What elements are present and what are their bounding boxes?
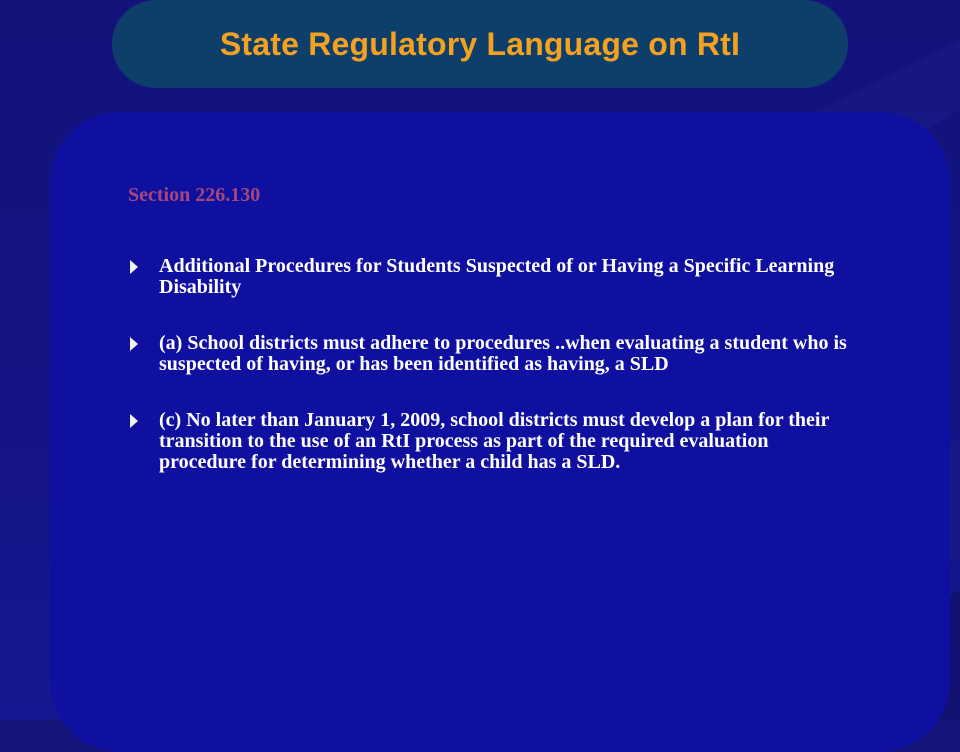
- bullet-item: [128, 333, 848, 375]
- triangle-bullet-icon: [130, 260, 138, 274]
- section-heading: Section 226.130: [128, 184, 261, 206]
- bullet-text: (c) No later than January 1, 2009, school districts must develop a plan for their transition to the use of an RtI process as part of the required evaluation procedure for determining whether a child has a SLD.: [159, 409, 829, 473]
- bullet-text: Additional Procedures for Students Suspected of or Having a Specific Learning Disability: [159, 255, 835, 298]
- bullet-text: (a) School districts must adhere to procedures ..when evaluating a student who is suspected of having, or has been identified as having, a SLD: [159, 332, 847, 375]
- triangle-bullet-icon: [130, 337, 138, 351]
- bullet-list: [128, 256, 848, 473]
- bullet-item: [128, 256, 848, 298]
- triangle-bullet-icon: [130, 414, 138, 428]
- slide-title: State Regulatory Language on RtI: [219, 25, 741, 62]
- title-banner: [112, 0, 848, 88]
- bullet-item: [128, 410, 848, 473]
